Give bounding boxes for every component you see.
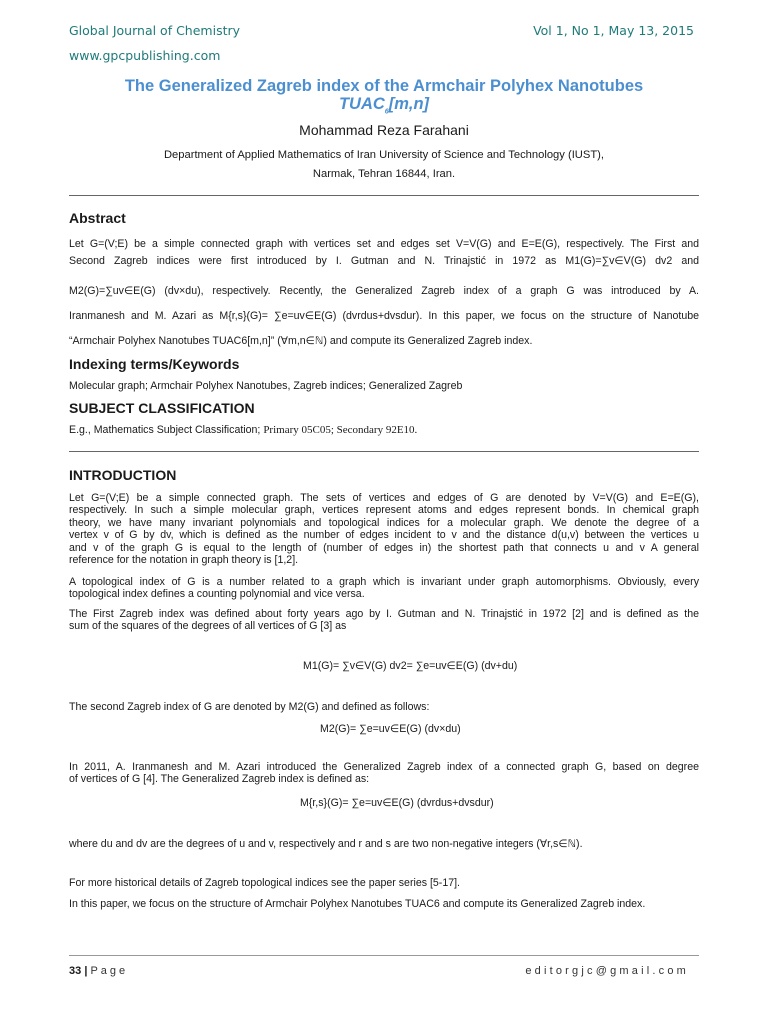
intro-paragraph-2 — [69, 576, 699, 601]
paper-title-line2: $TUAC_6[m,n]$ — [338, 95, 430, 116]
abstract-line5: “Armchair Polyhex Nanotubes TUAC6[m,n]” (∀m,n∈ℕ) and compute its Generalized Zagreb index. — [69, 335, 533, 347]
divider — [69, 451, 699, 452]
page-word: Page — [90, 965, 129, 977]
abstract-heading: Abstract — [69, 210, 126, 226]
footer-divider — [69, 955, 699, 956]
intro-p2-line: A topological index of G is a number related to a graph which is invariant under graph automorphisms. Obviously, every — [69, 576, 699, 588]
intro-p7-line: For more historical details of Zagreb topological indices see the paper series [5-17]. — [69, 877, 460, 889]
intro-p4-line: The second Zagreb index of G are denoted by M2(G) and defined as follows: — [69, 701, 430, 713]
page-footer: 33 | Page — [69, 965, 129, 977]
intro-p1-line: theory, we have many invariant polynomials and topological indices for a molecular graph. We denote the degree of a — [69, 516, 699, 529]
intro-paragraph-6 — [69, 838, 699, 850]
equation-second-zagreb: M2(G)= ∑e=uv∈E(G) (dv×du) — [320, 723, 461, 735]
journal-name: Global Journal of Chemistry — [69, 23, 241, 38]
abstract-line4: Iranmanesh and M. Azari as M{r,s}(G)= ∑e=uv∈E(G) (dvrdus+dvsdur). In this paper, we focus on the structure of Nanotube — [69, 310, 699, 322]
keywords-text: Molecular graph; Armchair Polyhex Nanotubes, Zagreb indices; Generalized Zagreb — [69, 380, 463, 392]
intro-p3-line: The First Zagreb index was defined about forty years ago by I. Gutman and N. Trinajstić in 1972 [2] and is defined as the — [69, 608, 699, 620]
intro-p2-line: topological index defines a counting polynomial and vice versa. — [69, 588, 365, 601]
affiliation-line1: Department of Applied Mathematics of Iran University of Science and Technology (IUST), — [163, 149, 605, 161]
equation-generalized-zagreb: M{r,s}(G)= ∑e=uv∈E(G) (dvrdus+dvsdur) — [300, 797, 494, 809]
intro-paragraph-7 — [69, 877, 699, 889]
subject-text: E.g., Mathematics Subject Classification; Primary 05C05; Secondary 92E10. — [69, 424, 418, 436]
intro-p1-line: respectively. In such a simple molecular graph, vertices represent atoms and edges represent bonds. In chemical graph — [69, 504, 699, 517]
intro-p1-line: and v of the graph G is equal to the length of (number of edges in) the shortest path that connects u and v A general — [69, 541, 699, 554]
abstract-line2: Second Zagreb indices were first introduced by I. Gutman and N. Trinajstić in 1972 as M1(G)=∑v∈V(G) dv2 and — [69, 255, 699, 267]
intro-p8-line: In this paper, we focus on the structure of Armchair Polyhex Nanotubes TUAC6 and compute its Generalized Zagreb index. — [69, 898, 646, 910]
footer-email: editorgjc@gmail.com — [525, 965, 689, 977]
intro-p5-line: of vertices of G [4]. The Generalized Zagreb index is defined as: — [69, 773, 370, 786]
intro-p5-line: In 2011, A. Iranmanesh and M. Azari introduced the Generalized Zagreb index of a connected graph G, based on degree — [69, 761, 699, 773]
page-number: 33 — [69, 965, 82, 977]
abstract-text-end — [69, 335, 699, 347]
journal-issue: Vol 1, No 1, May 13, 2015 — [533, 23, 694, 38]
intro-paragraph-1 — [69, 492, 699, 566]
intro-p1-line: reference for the notation in graph theory is [1,2]. — [69, 554, 299, 567]
author-name: Mohammad Reza Farahani — [299, 122, 469, 138]
publisher-url: www.gpcpublishing.com — [69, 48, 221, 63]
intro-paragraph-5 — [69, 761, 699, 786]
intro-p1-line: Let G=(V;E) be a simple connected graph. The sets of vertices and edges of G are denoted by V=V(G) and E=E(G), — [69, 492, 699, 504]
intro-paragraph-4 — [69, 701, 699, 713]
intro-p1-line: vertex v of G by dv, which is defined as the number of edges incident to v and the distance d(u,v) between the vertices u — [69, 529, 699, 542]
paper-title-line1: The Generalized Zagreb index of the Armchair Polyhex Nanotubes — [124, 77, 644, 95]
divider — [69, 195, 699, 196]
affiliation-line2: Narmak, Tehran 16844, Iran. — [312, 168, 456, 180]
introduction-heading: INTRODUCTION — [69, 467, 177, 483]
intro-p6-line: where du and dv are the degrees of u and v, respectively and r and s are two non-negative integers (∀r,s∈ℕ). — [69, 838, 583, 850]
intro-paragraph-3 — [69, 608, 699, 633]
subject-heading: SUBJECT CLASSIFICATION — [69, 400, 255, 416]
intro-p3-line: sum of the squares of the degrees of all vertices of G [3] as — [69, 620, 347, 633]
keywords-heading: Indexing terms/Keywords — [69, 356, 240, 372]
equation-first-zagreb: M1(G)= ∑v∈V(G) dv2= ∑e=uv∈E(G) (dv+du) — [303, 660, 518, 672]
abstract-line1: Let G=(V;E) be a simple connected graph with vertices set and edges set V=V(G) and E=E(G), respectively. The First and — [69, 238, 699, 250]
abstract-line3: M2(G)=∑uv∈E(G) (dv×du), respectively. Recently, the Generalized Zagreb index of a graph G was introduced by A. — [69, 285, 699, 297]
intro-paragraph-8 — [69, 898, 699, 910]
abstract-text-top — [69, 236, 699, 270]
abstract-text-mid — [69, 279, 699, 329]
